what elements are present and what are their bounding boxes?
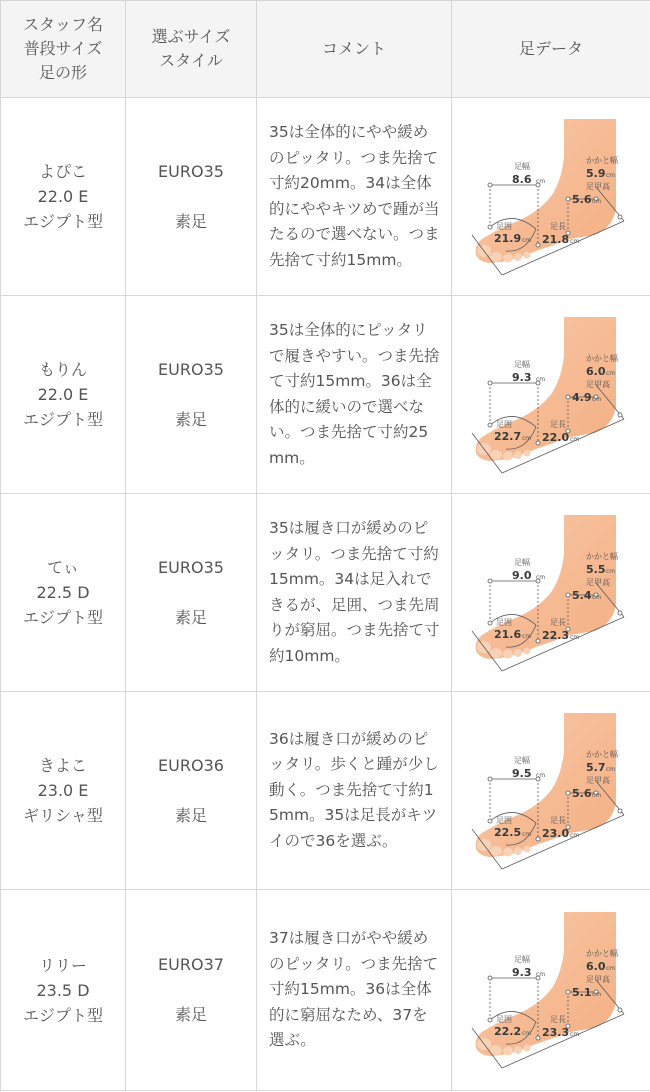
unit-heel: cm — [606, 765, 616, 773]
value-girth: 21.9 — [494, 231, 522, 245]
foot-data-cell — [452, 692, 650, 890]
chosen-size-cell — [126, 494, 257, 692]
header-row — [1, 1, 650, 98]
chosen-size: EURO35 — [158, 359, 224, 379]
label-length: 足長 — [550, 617, 566, 627]
comment-cell: 35は全体的にピッタリで履きやすい。つま先捨て寸約15mm。36は全体的に緩いので選べない。つま先捨て寸約25mm。 — [257, 296, 452, 494]
staff-row — [1, 890, 650, 1091]
label-instep: 足甲高 — [586, 775, 610, 785]
unit-girth: cm — [522, 632, 532, 640]
comment-cell: 37は履き口がやや緩めのピッタリ。つま先捨て寸約15mm。36は全体的に窮屈なため、37を選ぶ。 — [257, 890, 452, 1091]
header-comment: コメント — [257, 1, 452, 98]
staff-foot-shape: エジプト型 — [22, 608, 103, 627]
value-width: 8.6 — [512, 172, 532, 186]
unit-girth: cm — [522, 1030, 532, 1037]
foot-diagram — [466, 513, 636, 673]
value-instep: 4.9 — [572, 390, 592, 404]
value-girth: 22.7 — [494, 429, 522, 443]
comment-cell: 36は履き口が緩めのピッタリ。歩くと踵が少し動く。つま先捨て寸約15mm。35は足長がキツイので36を選ぶ。 — [257, 692, 452, 890]
staff-foot-shape: エジプト型 — [22, 1005, 103, 1025]
label-length: 足長 — [550, 815, 566, 825]
value-girth: 22.5 — [494, 825, 522, 839]
value-length: 22.3 — [542, 628, 570, 642]
unit-length: cm — [570, 633, 580, 641]
label-heel: かかと幅 — [586, 551, 618, 561]
label-width: 足幅 — [514, 161, 530, 171]
wear-style: 素足 — [174, 1005, 207, 1024]
foot-data-cell — [452, 98, 650, 296]
staff-cell — [1, 692, 126, 890]
unit-length: cm — [570, 237, 580, 245]
staff-cell — [1, 296, 126, 494]
foot-data-cell — [452, 494, 650, 692]
staff-cell — [1, 98, 126, 296]
value-instep: 5.6 — [572, 786, 592, 800]
label-girth: 足囲 — [496, 617, 512, 627]
unit-girth: cm — [522, 830, 532, 838]
value-heel: 5.5 — [586, 562, 606, 576]
value-length: 23.3 — [542, 1026, 570, 1039]
label-length: 足長 — [550, 221, 566, 231]
unit-width: cm — [536, 971, 546, 978]
unit-instep: cm — [592, 791, 602, 799]
staff-name: リリー — [38, 955, 87, 975]
chosen-size: EURO35 — [158, 161, 224, 181]
comment-cell: 35は履き口が緩めのピッタリ。つま先捨て寸約15mm。34は足入れできるが、足囲、つま先周りが窮屈。つま先捨て寸約10mm。 — [257, 494, 452, 692]
header-size-line: スタイル — [159, 51, 223, 70]
value-girth: 21.6 — [494, 627, 522, 641]
unit-instep: cm — [592, 395, 602, 403]
header-size — [126, 1, 257, 98]
value-width: 9.3 — [512, 966, 532, 979]
unit-width: cm — [536, 177, 546, 185]
label-width: 足幅 — [514, 955, 530, 964]
foot-diagram — [466, 315, 636, 475]
unit-instep: cm — [592, 197, 602, 205]
unit-heel: cm — [606, 369, 616, 377]
value-heel: 5.9 — [586, 166, 606, 180]
unit-length: cm — [570, 831, 580, 839]
unit-girth: cm — [522, 434, 532, 442]
staff-usual-size: 22.5 D — [36, 583, 90, 602]
label-heel: かかと幅 — [586, 949, 618, 958]
chosen-size: EURO37 — [158, 955, 224, 974]
foot-diagram — [466, 711, 636, 871]
foot-data-cell — [452, 890, 650, 1091]
staff-foot-shape: ギリシャ型 — [23, 806, 103, 825]
chosen-size-cell — [126, 890, 257, 1091]
value-girth: 22.2 — [494, 1025, 522, 1038]
value-length: 23.0 — [542, 826, 570, 840]
value-heel: 6.0 — [586, 960, 606, 973]
unit-instep: cm — [592, 593, 602, 601]
unit-length: cm — [570, 1031, 580, 1038]
label-instep: 足甲高 — [586, 975, 610, 984]
staff-name: きよこ — [38, 756, 87, 775]
value-heel: 5.7 — [586, 760, 606, 774]
value-width: 9.3 — [512, 370, 532, 384]
label-heel: かかと幅 — [586, 749, 618, 759]
staff-row — [1, 98, 650, 296]
foot-diagram — [466, 910, 636, 1070]
label-girth: 足囲 — [496, 1015, 512, 1024]
label-heel: かかと幅 — [586, 155, 618, 165]
unit-width: cm — [536, 573, 546, 581]
chosen-size: EURO35 — [158, 557, 224, 577]
label-instep: 足甲高 — [586, 577, 610, 587]
label-length: 足長 — [550, 1015, 566, 1024]
value-width: 9.5 — [512, 766, 532, 780]
unit-heel: cm — [606, 171, 616, 179]
wear-style: 素足 — [174, 211, 207, 231]
unit-heel: cm — [606, 567, 616, 575]
value-length: 21.8 — [542, 232, 570, 246]
staff-row — [1, 494, 650, 692]
unit-girth: cm — [522, 236, 532, 244]
label-width: 足幅 — [514, 359, 530, 369]
chosen-size-cell — [126, 98, 257, 296]
label-instep: 足甲高 — [586, 181, 610, 191]
wear-style: 素足 — [174, 805, 207, 825]
staff-usual-size: 23.5 D — [36, 980, 90, 1000]
staff-name: もりん — [38, 360, 87, 379]
comment-cell: 35は全体的にやや緩めのピッタリ。つま先捨て寸約20mm。34は全体的にややキツめで踵が当たるので選べない。つま先捨て寸約15mm。 — [257, 98, 452, 296]
staff-name: よぴこ — [38, 162, 87, 181]
label-girth: 足囲 — [496, 419, 512, 429]
value-instep: 5.6 — [572, 192, 592, 206]
header-staff-line: 普段サイズ — [23, 39, 103, 58]
header-staff — [1, 1, 126, 98]
label-width: 足幅 — [514, 755, 530, 765]
staff-foot-shape: エジプト型 — [22, 410, 103, 429]
staff-row — [1, 296, 650, 494]
label-instep: 足甲高 — [586, 379, 610, 389]
header-staff-line: 足の形 — [38, 63, 87, 82]
label-heel: かかと幅 — [586, 353, 618, 363]
unit-width: cm — [536, 771, 546, 779]
header-size-line: 選ぶサイズ — [151, 27, 231, 46]
unit-width: cm — [536, 375, 546, 383]
unit-length: cm — [570, 435, 580, 443]
staff-cell — [1, 494, 126, 692]
staff-usual-size: 22.0 E — [37, 385, 89, 404]
staff-row — [1, 692, 650, 890]
label-length: 足長 — [550, 419, 566, 429]
label-girth: 足囲 — [496, 221, 512, 231]
staff-name: てぃ — [47, 558, 79, 577]
unit-instep: cm — [592, 991, 602, 998]
wear-style: 素足 — [174, 607, 207, 627]
chosen-size-cell — [126, 296, 257, 494]
label-girth: 足囲 — [496, 815, 512, 825]
value-instep: 5.4 — [572, 588, 592, 602]
staff-usual-size: 23.0 E — [37, 781, 89, 800]
foot-diagram — [466, 117, 636, 277]
header-staff-line: スタッフ名 — [22, 15, 103, 34]
foot-data-cell — [452, 296, 650, 494]
chosen-size: EURO36 — [158, 755, 224, 775]
unit-heel: cm — [606, 965, 616, 972]
header-footdata: 足データ — [452, 1, 650, 98]
label-width: 足幅 — [514, 557, 530, 567]
value-heel: 6.0 — [586, 364, 606, 378]
staff-usual-size: 22.0 E — [37, 187, 89, 206]
value-instep: 5.1 — [572, 986, 592, 999]
staff-foot-shape: エジプト型 — [22, 212, 103, 231]
chosen-size-cell — [126, 692, 257, 890]
value-width: 9.0 — [512, 568, 532, 582]
staff-cell — [1, 890, 126, 1091]
value-length: 22.0 — [542, 430, 570, 444]
wear-style: 素足 — [174, 409, 207, 429]
